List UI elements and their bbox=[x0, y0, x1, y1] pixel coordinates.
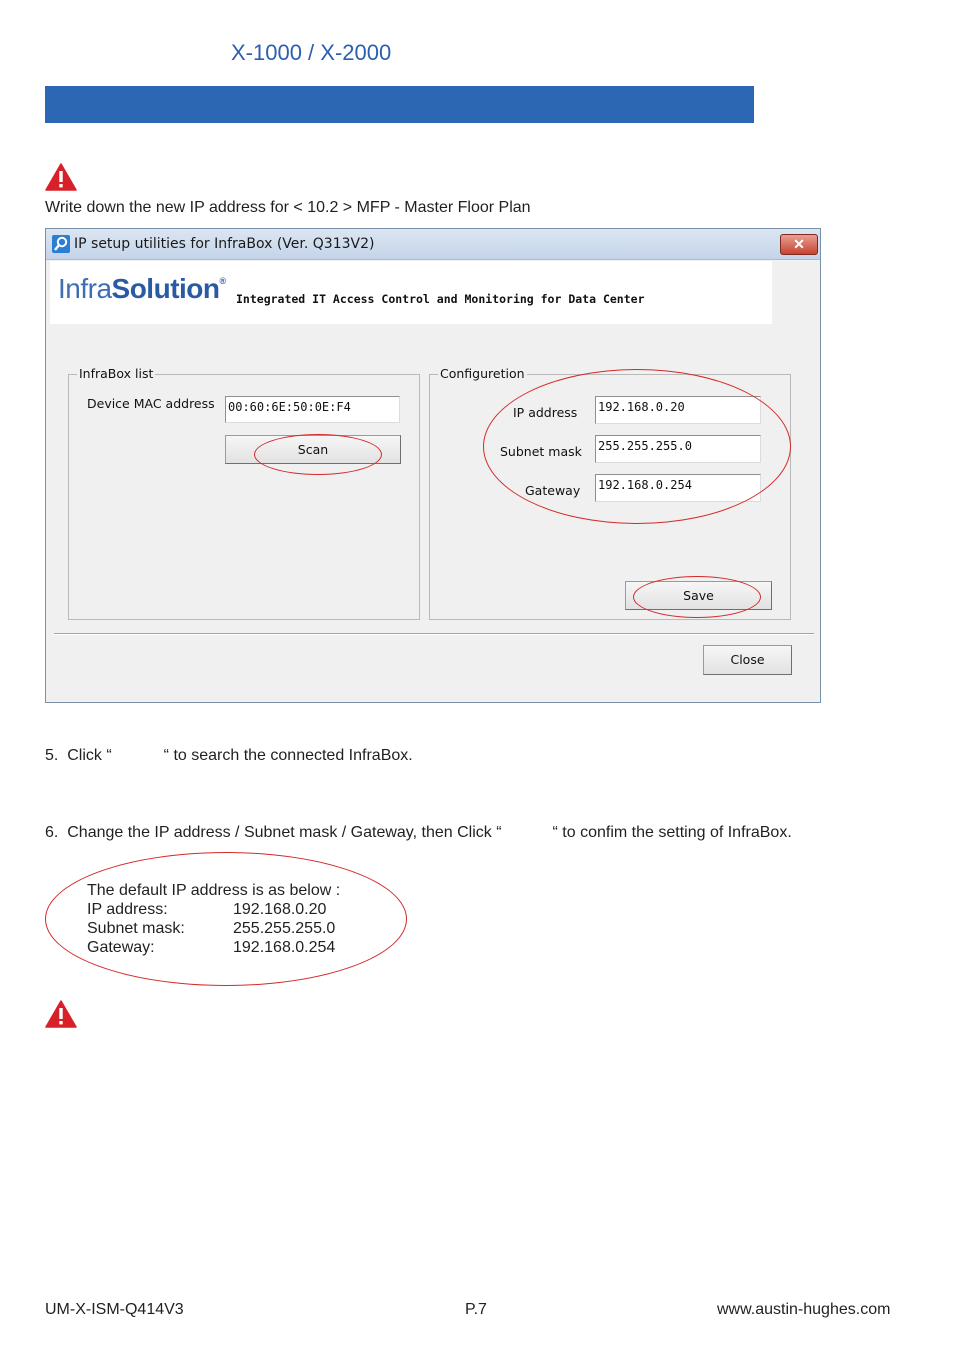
mac-address-field[interactable]: 00:60:6E:50:0E:F4 bbox=[225, 396, 400, 423]
step-5: 5. Click “ “ to search the connected InfraBox. bbox=[45, 747, 413, 764]
footer-doc-id: UM-X-ISM-Q414V3 bbox=[45, 1301, 184, 1318]
configuration-title: Configuretion bbox=[440, 366, 525, 381]
default-ip-value: 192.168.0.20 bbox=[233, 901, 327, 918]
warning-icon bbox=[45, 1000, 77, 1028]
ip-address-label: IP address bbox=[513, 405, 578, 420]
configuration-highlight-ellipse bbox=[483, 369, 791, 524]
save-button[interactable]: Save bbox=[625, 581, 772, 610]
footer-page-number: P.7 bbox=[465, 1301, 487, 1318]
app-search-icon bbox=[52, 235, 70, 253]
default-subnet-label: Subnet mask: bbox=[87, 920, 185, 937]
footer-website: www.austin-hughes.com bbox=[717, 1301, 891, 1318]
warning-icon bbox=[45, 163, 77, 191]
step-6: 6. Change the IP address / Subnet mask / Gateway, then Click “ “ to confim the setting of InfraBox. bbox=[45, 824, 792, 841]
mac-address-label: Device MAC address bbox=[87, 396, 215, 411]
scan-button[interactable]: Scan bbox=[225, 435, 401, 464]
model-title: X-1000 / X-2000 bbox=[231, 40, 392, 65]
default-subnet-value: 255.255.255.0 bbox=[233, 920, 336, 937]
save-highlight-ellipse bbox=[633, 576, 761, 618]
gateway-label: Gateway bbox=[525, 483, 581, 498]
ip-address-field[interactable]: 192.168.0.20 bbox=[595, 396, 761, 424]
default-ip-label: IP address: bbox=[87, 901, 168, 918]
default-gateway-label: Gateway: bbox=[87, 939, 155, 956]
ip-setup-window bbox=[45, 228, 821, 703]
brand-panel bbox=[50, 261, 772, 324]
close-button[interactable]: Close bbox=[703, 645, 792, 675]
subnet-mask-label: Subnet mask bbox=[500, 444, 582, 459]
section-header-bar bbox=[45, 86, 754, 123]
brand-tagline: Integrated IT Access Control and Monitoring for Data Center bbox=[236, 292, 645, 306]
defaults-highlight-ellipse bbox=[45, 852, 407, 986]
window-titlebar bbox=[46, 229, 820, 260]
infrabox-list-title: InfraBox list bbox=[79, 366, 154, 381]
intro-text: Write down the new IP address for < 10.2 > MFP - Master Floor Plan bbox=[45, 199, 531, 216]
window-title: IP setup utilities for InfraBox (Ver. Q313V2) bbox=[74, 236, 375, 252]
window-close-icon[interactable]: ✕ bbox=[780, 234, 818, 255]
window-separator bbox=[54, 633, 814, 635]
gateway-field[interactable]: 192.168.0.254 bbox=[595, 474, 761, 502]
defaults-heading: The default IP address is as below : bbox=[87, 882, 341, 899]
default-gateway-value: 192.168.0.254 bbox=[233, 939, 336, 956]
scan-highlight-ellipse bbox=[254, 434, 382, 475]
infrasolution-logo: InfraSolution® bbox=[58, 273, 226, 304]
subnet-mask-field[interactable]: 255.255.255.0 bbox=[595, 435, 761, 463]
